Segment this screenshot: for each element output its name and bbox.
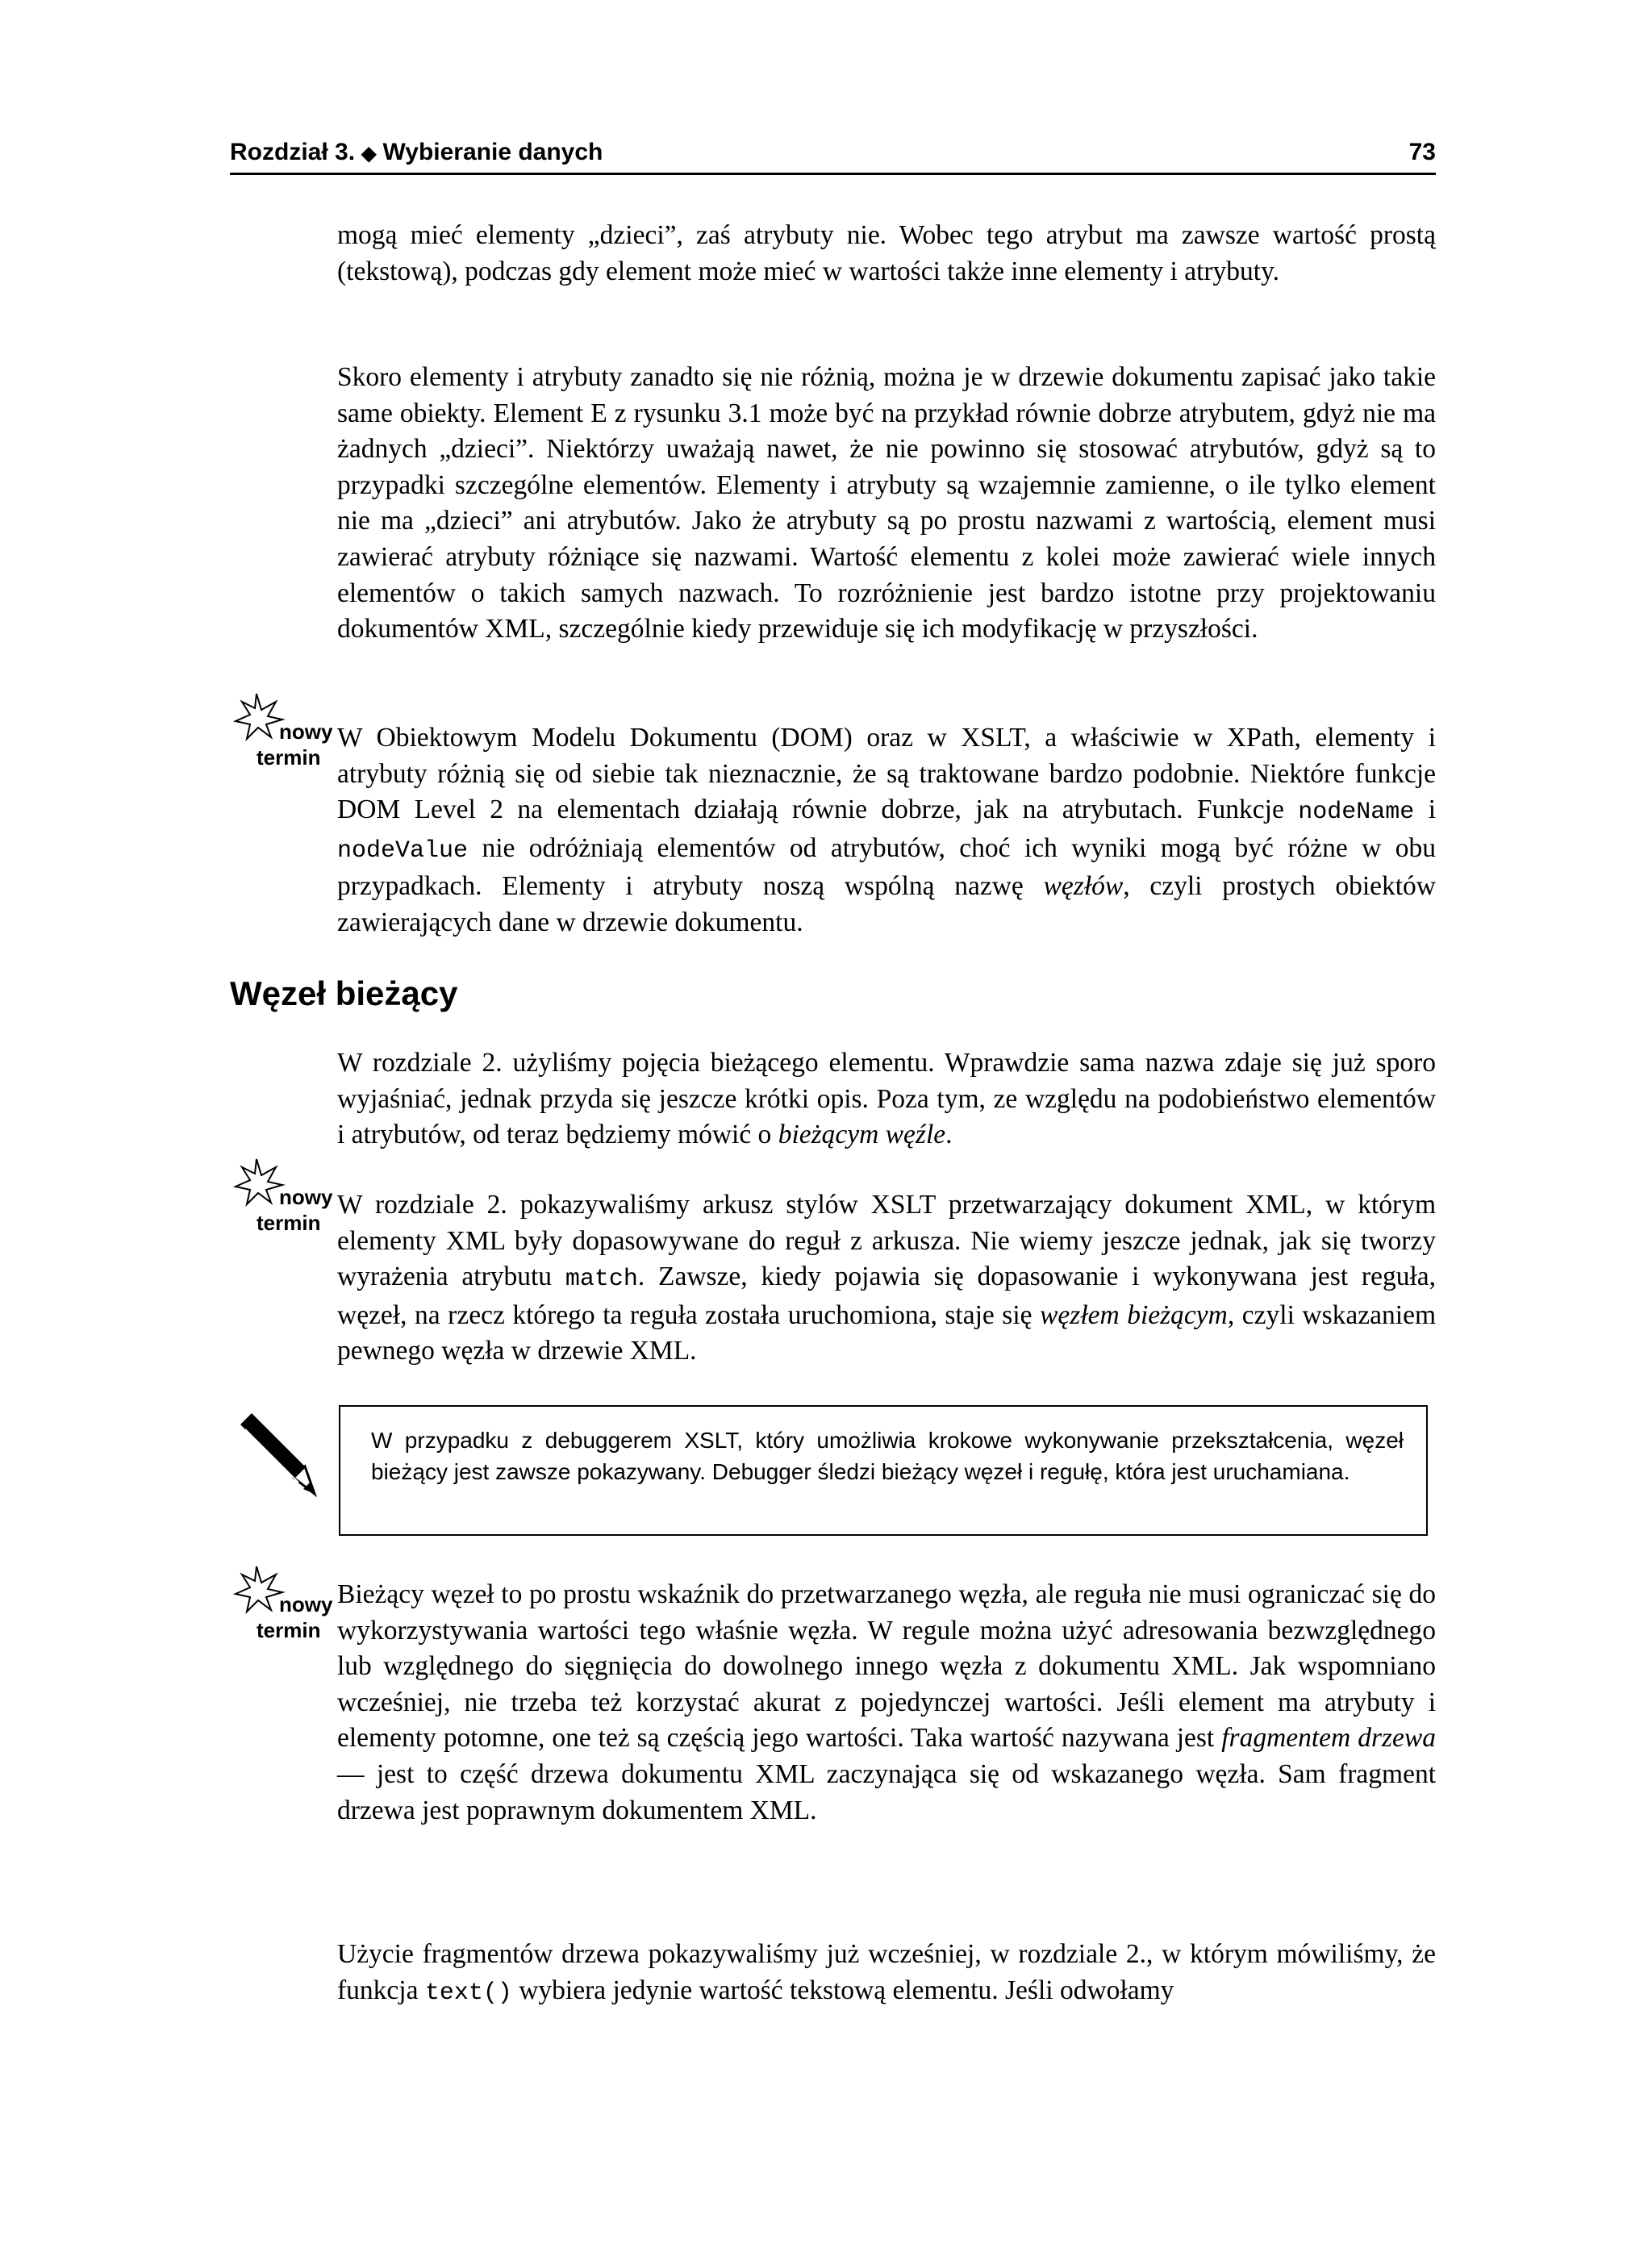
paragraph-4: [337, 1045, 1436, 1153]
paragraph-7: [337, 1937, 1436, 2011]
term-wezlow: węzłów: [1043, 871, 1124, 902]
new-term-icon: [234, 1158, 333, 1241]
code-match: match: [565, 1266, 638, 1294]
p3-text-a: W Obiektowym Modelu Dokumentu (DOM) oraz w XSLT, a właściwie w XPath, elementy i atrybuty różnią się od siebie tak nieznacznie, że są traktowane bardzo podobnie. Niektóre funkcje DOM Level 2 na elementach działają równie dobrze, jak na atrybutach. Funkcje: [337, 723, 1436, 825]
chapter-name: Wybieranie danych: [382, 139, 603, 165]
new-term-label-top: nowy: [279, 1185, 333, 1209]
new-term-label-bottom: termin: [257, 1211, 321, 1235]
term-fragment-drzewa: fragmentem drzewa: [1221, 1723, 1437, 1754]
p3-text-c: nie odróżniają elementów od atrybutów, choć ich wyniki mogą być różne w obu przypadkach. Elementy i atrybuty noszą wspólną nazwę: [337, 832, 1436, 902]
new-term-label-bottom: termin: [257, 745, 321, 770]
note-text: W przypadku z debuggerem XSLT, który umożliwia krokowe wykonywanie przekształcenia, węzeł bieżący jest zawsze pokazywany. Debugger śledzi bieżący węzeł i regułę, która jest uruchamiana.: [371, 1428, 1404, 1484]
p6-text-a: Bieżący węzeł to po prostu wskaźnik do przetwarzanego węzła, ale reguła nie musi ograniczać się do wykorzystywania wartości tego właśnie węzła. W regule można użyć adresowania bezwzględnego lub względnego do sięgnięcia do dowolnego innego węzła z dokumentu XML. Jak wspomniano wcześniej, nie trzeba też korzystać akurat z pojedynczej wartości. Jeśli element ma atrybuty i elementy potomne, one też są częścią jego wartości. Taka wartość nazywana jest: [337, 1579, 1436, 1754]
p4-text-a: W rozdziale 2. użyliśmy pojęcia bieżącego elementu. Wprawdzie sama nazwa zdaje się już sporo wyjaśniać, jednak przyda się jeszcze krótki opis. Poza tym, ze względu na podobieństwo elementów i atrybutów, od teraz będziemy mówić o: [337, 1048, 1436, 1150]
p3-text-d: , czyli prostych obiektów zawierających dane w drzewie dokumentu.: [337, 871, 1436, 937]
term-biezacy-wezel: bieżącym węźle: [778, 1120, 946, 1150]
new-term-label-bottom: termin: [257, 1618, 321, 1642]
note-box: [339, 1405, 1428, 1536]
code-text-function: text(): [424, 1979, 512, 2007]
p5-text-b: . Zawsze, kiedy pojawia się dopasowanie i wykonywana jest reguła, węzeł, na rzecz którego ta reguła została uruchomiona, staje się: [337, 1262, 1436, 1330]
code-nodevalue: nodeValue: [337, 836, 469, 865]
new-term-label-top: nowy: [279, 720, 333, 744]
code-nodename: nodeName: [1298, 799, 1415, 827]
running-head: [230, 136, 1436, 175]
p5-text-c: , czyli wskazaniem pewnego węzła w drzewie XML.: [337, 1299, 1436, 1366]
new-term-icon: [234, 692, 333, 776]
chapter-title: [230, 139, 603, 166]
paragraph-6: [337, 1577, 1436, 1829]
paragraph-5: [337, 1187, 1436, 1370]
paragraph-2: Skoro elementy i atrybuty zanadto się nie różnią, można je w drzewie dokumentu zapisać jako takie same obiekty. Element E z rysunku 3.1 może być na przykład równie dobrze atrybutem, gdyż nie ma żadnych „dzieci”. Niektórzy uważają nawet, że nie powinno się stosować atrybutów, gdyż są to przypadki szczególne elementów. Elementy i atrybuty są wzajemnie zamienne, o ile tylko element nie ma „dzieci” ani atrybutów. Jako że atrybuty są po prostu nazwami z wartością, element musi zawierać atrybuty różniące się nazwami. Wartość elementu z kolei może zawierać wiele innych elementów o takich samych nazwach. To rozróżnienie jest bardzo istotne przy projektowaniu dokumentów XML, szczególnie kiedy przewiduje się ich modyfikację w przyszłości.: [337, 362, 1436, 644]
p4-text-b: .: [945, 1120, 953, 1150]
term-wezlem-biezacym: węzłem bieżącym: [1040, 1299, 1228, 1330]
paragraph-1: mogą mieć elementy „dzieci”, zaś atrybuty nie. Wobec tego atrybut ma zawsze wartość prostą (tekstową), podczas gdy element może mieć w wartości także inne elementy i atrybuty.: [337, 220, 1436, 286]
diamond-separator-icon: ◆: [361, 143, 377, 165]
chapter-number: Rozdział 3.: [230, 139, 356, 165]
new-term-label-top: nowy: [279, 1592, 333, 1616]
page-number: 73: [1408, 139, 1436, 165]
p6-text-b: — jest to część drzewa dokumentu XML zaczynająca się od wskazanego węzła. Sam fragment drzewa jest poprawnym dokumentem XML.: [337, 1758, 1436, 1825]
new-term-icon: [234, 1565, 333, 1649]
p5-text-a: W rozdziale 2. pokazywaliśmy arkusz stylów XSLT przetwarzający dokument XML, w którym elementy XML były dopasowywane do reguł z arkusza. Nie wiemy jeszcze jednak, jak się tworzy wyrażenia atrybutu: [337, 1190, 1436, 1292]
paragraph-3: [337, 720, 1436, 941]
pencil-note-icon: [234, 1410, 331, 1505]
section-heading: Węzeł bieżący: [230, 974, 458, 1012]
p7-text-b: wybiera jedynie wartość tekstową elementu. Jeśli odwołamy: [511, 1975, 1174, 2005]
p3-text-b: i: [1414, 795, 1437, 825]
p7-text-a: Użycie fragmentów drzewa pokazywaliśmy już wcześniej, w rozdziale 2., w którym mówiliśmy, że funkcja: [337, 1939, 1436, 2005]
